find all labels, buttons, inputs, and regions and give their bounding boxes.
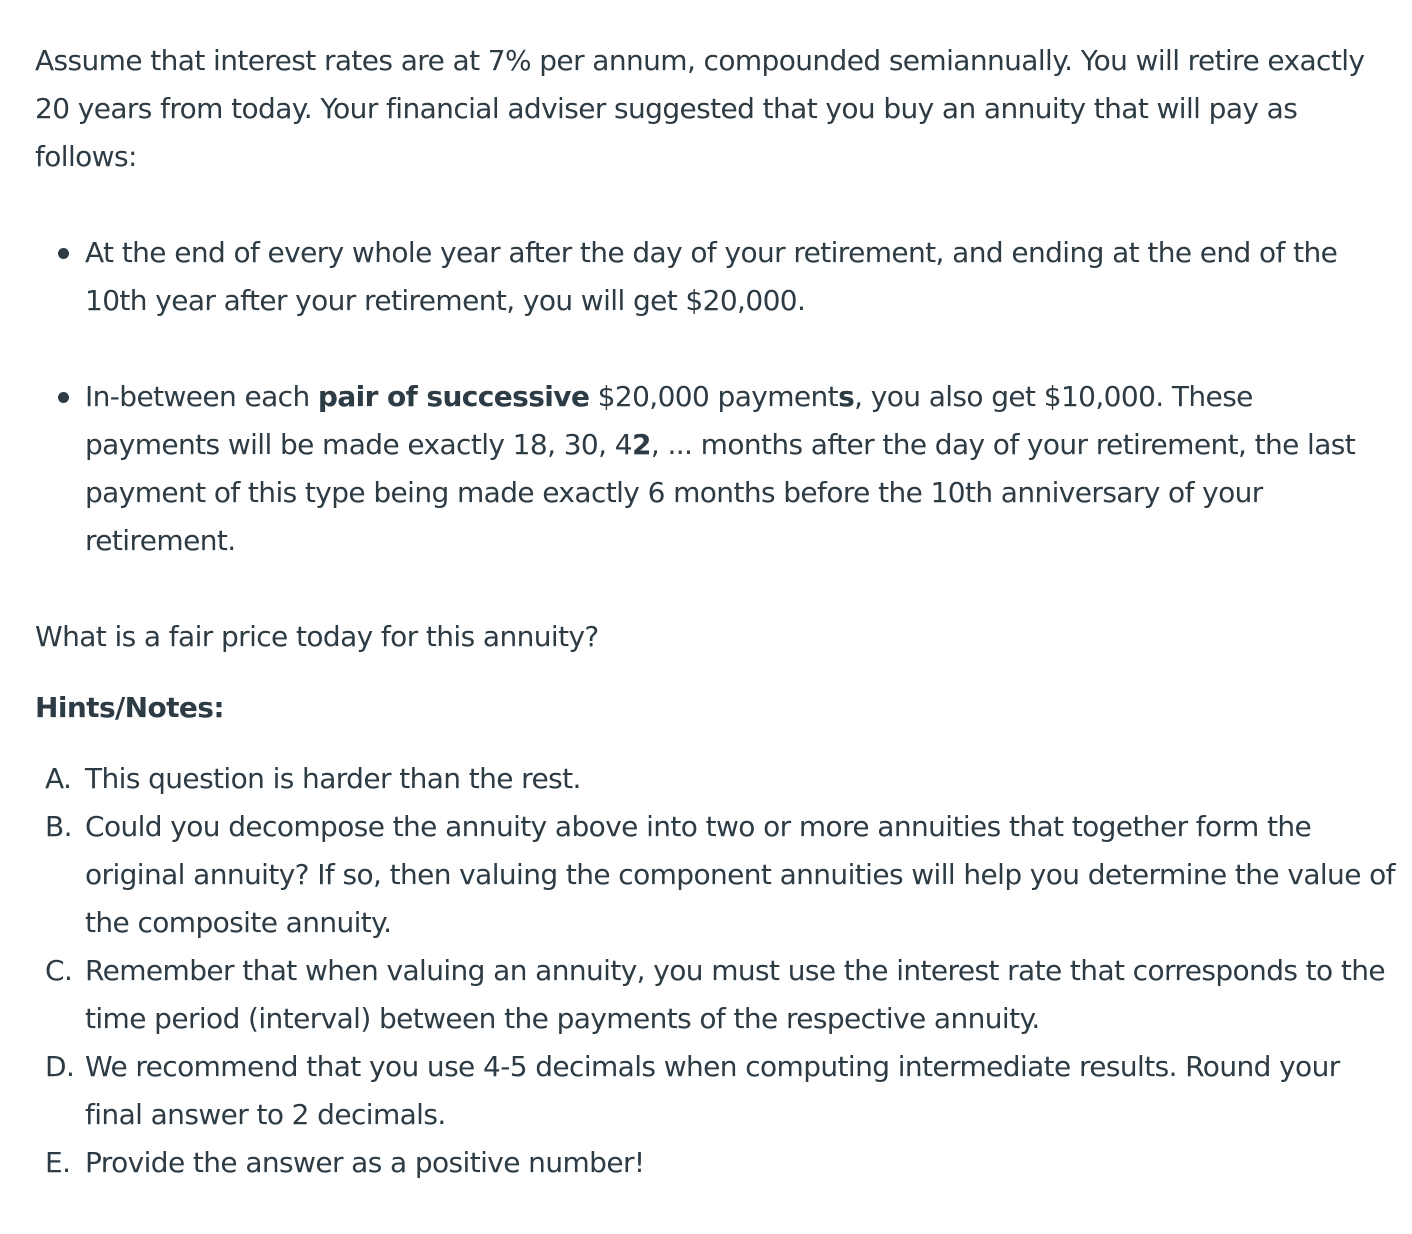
question-text: What is a fair price today for this annuity? xyxy=(35,620,599,653)
hint-text: Could you decompose the annuity above into two or more annuities that together form the original annuity? If so, then valuing the component annuities will help you determine the value of the composite annuity. xyxy=(85,810,1395,939)
hint-marker: A. xyxy=(45,762,72,795)
hint-marker: B. xyxy=(45,810,72,843)
bullet-text-mid: $20,000 payment xyxy=(589,380,839,413)
hints-list xyxy=(35,755,1395,1187)
list-item xyxy=(35,1043,1395,1139)
payment-terms-list xyxy=(35,229,1395,565)
bold-letter: s xyxy=(838,380,855,413)
bullet-text-post: , ... months after the day of your retirement, the last payment of this type being made exactly 6 months before the 10th anniversary of your retirement. xyxy=(85,428,1356,557)
hint-text: Remember that when valuing an annuity, you must use the interest rate that corresponds to the time period (interval) between the payments of the respective annuity. xyxy=(85,954,1386,1035)
hint-text: This question is harder than the rest. xyxy=(85,762,581,795)
hint-marker: C. xyxy=(45,954,73,987)
bold-digit: 2 xyxy=(631,428,651,461)
bullet-text: At the end of every whole year after the day of your retirement, and ending at the end of the 10th year after your retirement, you will get $20,000. xyxy=(85,236,1338,317)
bullet-icon xyxy=(58,248,69,259)
bullet-icon xyxy=(58,392,69,403)
list-item xyxy=(35,755,1395,803)
list-item xyxy=(35,803,1395,947)
bullet-text-pre: In-between each xyxy=(85,380,318,413)
list-item xyxy=(35,373,1395,565)
hint-marker: E. xyxy=(45,1146,71,1179)
question-content xyxy=(35,37,1395,1187)
hint-marker: D. xyxy=(45,1050,75,1083)
bullet-text-mid: , you also get $10,000. These payments will be made exactly 18, 30, 4 xyxy=(85,380,1253,461)
list-item xyxy=(35,229,1395,325)
bold-phrase: pair of successive xyxy=(317,380,590,413)
hint-text: Provide the answer as a positive number! xyxy=(85,1146,645,1179)
hint-text: We recommend that you use 4-5 decimals when computing intermediate results. Round your final answer to 2 decimals. xyxy=(85,1050,1340,1131)
list-item xyxy=(35,947,1395,1043)
hints-heading: Hints/Notes: xyxy=(35,691,224,724)
list-item xyxy=(35,1139,1395,1187)
intro-paragraph: Assume that interest rates are at 7% per annum, compounded semiannually. You will retire exactly 20 years from today. Your financial adviser suggested that you buy an annuity that will pay as follows: xyxy=(35,44,1365,173)
